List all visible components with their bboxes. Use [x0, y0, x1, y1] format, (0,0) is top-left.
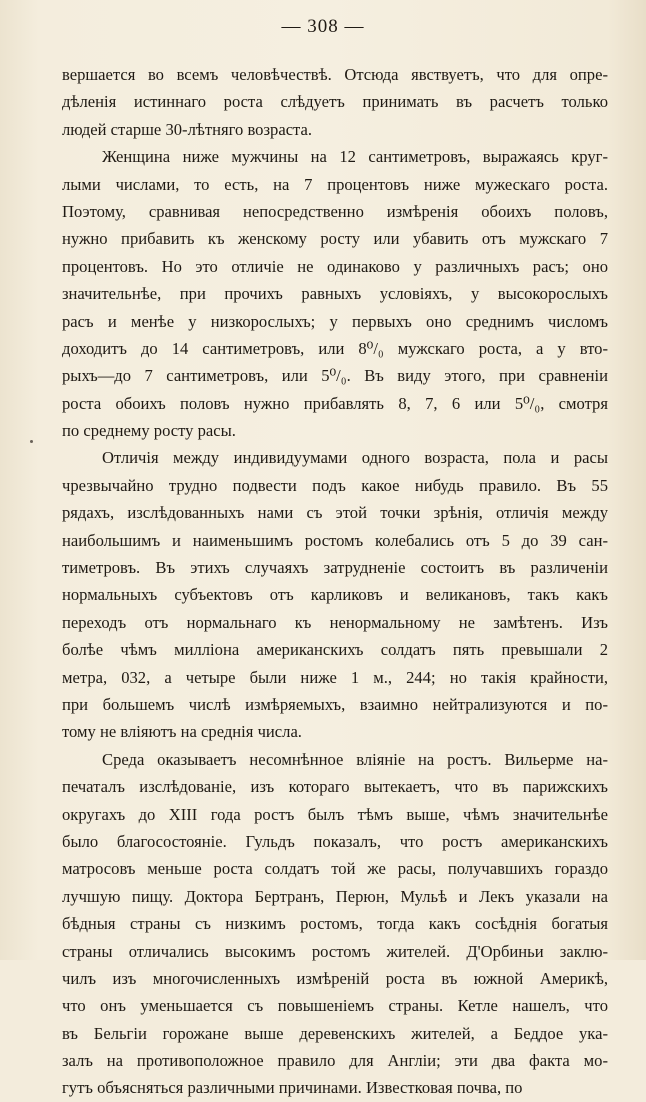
text-line: роста обоихъ половъ нужно прибавлять 8, 7, 6 или 5⁰/₀, смотря: [62, 393, 608, 413]
text-line: переходъ отъ нормальнаго къ ненормальному не замѣтенъ. Изъ: [62, 612, 608, 632]
text-line: чилъ изъ многочисленныхъ измѣреній роста въ южной Америкѣ,: [62, 968, 608, 988]
text-line: Женщина ниже мужчины на 12 сантиметровъ, выражаясь круг-: [102, 147, 608, 167]
text-line: чрезвычайно трудно подвести подъ какое нибудь правило. Въ 55: [62, 475, 608, 495]
text-line: наибольшимъ и наименьшимъ ростомъ колебались отъ 5 до 39 сан-: [62, 530, 608, 550]
text-line: матросовъ меньше роста солдатъ той же расы, получавшихъ гораздо: [62, 859, 608, 879]
text-line: людей старше 30-лѣтняго возраста.: [62, 119, 313, 139]
text-line: бѣдныя страны съ низкимъ ростомъ, тогда какъ сосѣднія богатыя: [62, 914, 608, 934]
text-line: что онъ уменьшается съ повышеніемъ страны. Кетле нашелъ, что: [62, 996, 608, 1016]
text-line: болѣе чѣмъ милліона американскихъ солдатъ пять превышали 2: [62, 640, 608, 660]
text-line: расъ и менѣе у низкорослыхъ; у первыхъ оно среднимъ числомъ: [62, 311, 608, 331]
paragraph: [62, 444, 608, 745]
text-line: процентовъ. Но это отличіе не одинаково у различныхъ расъ; оно: [62, 256, 608, 276]
text-line: печаталъ изслѣдованіе, изъ котораго вытекаетъ, что въ парижскихъ: [62, 777, 608, 797]
margin-mark: [30, 440, 33, 443]
text-line: лыми числами, то есть, на 7 процентовъ ниже мужескаго роста.: [62, 174, 608, 194]
text-line: округахъ до XIII года ростъ былъ тѣмъ выше, чѣмъ значительнѣе: [62, 804, 608, 824]
text-line: тому не вліяютъ на среднія числа.: [62, 722, 302, 742]
text-line: дѣленія истиннаго роста слѣдуетъ принимать въ расчетъ только: [62, 92, 608, 112]
text-line: рыхъ—до 7 сантиметровъ, или 5⁰/₀. Въ виду этого, при сравненіи: [62, 366, 608, 386]
text-line: Среда оказываетъ несомнѣнное вліяніе на ростъ. Вильерме на-: [102, 749, 608, 769]
paragraph: [62, 143, 608, 444]
text-body: [62, 61, 608, 1102]
text-line: при большемъ числѣ измѣряемыхъ, взаимно нейтрализуются и по-: [62, 694, 608, 714]
paragraph: [62, 61, 608, 143]
text-line: Поэтому, сравнивая непосредственно измѣренія обоихъ половъ,: [62, 201, 608, 221]
page-number: — 308 —: [281, 16, 365, 37]
text-line: было благосостояніе. Гульдъ показалъ, что ростъ американскихъ: [62, 831, 608, 851]
text-line: рядахъ, изслѣдованныхъ нами съ этой точки зрѣнія, отличія между: [62, 503, 608, 523]
text-line: лучшую пищу. Доктора Бертранъ, Перюн, Мульѣ и Лекъ указали на: [62, 886, 608, 906]
paragraph: [62, 746, 608, 1102]
text-line: Отличія между индивидуумами одного возраста, пола и расы: [102, 448, 608, 468]
text-line: доходитъ до 14 сантиметровъ, или 8⁰/₀ мужскаго роста, а у вто-: [62, 338, 608, 358]
text-line: въ Бельгіи горожане выше деревенскихъ жителей, а Беддое ука-: [62, 1023, 608, 1043]
text-line: нужно прибавить къ женскому росту или убавить отъ мужскаго 7: [62, 229, 608, 249]
text-line: тиметровъ. Въ этихъ случаяхъ затрудненіе состоитъ въ различеніи: [62, 558, 608, 578]
text-line: по среднему росту расы.: [62, 421, 236, 441]
text-line: значительнѣе, при прочихъ равныхъ условіяхъ, у высокорослыхъ: [62, 284, 608, 304]
text-line: нормальныхъ субъектовъ отъ карликовъ и великановъ, такъ какъ: [62, 585, 608, 605]
text-line: вершается во всемъ человѣчествѣ. Отсюда явствуетъ, что для опре-: [62, 65, 608, 84]
text-line: страны отличались высокимъ ростомъ жителей. Д'Орбиньи заклю-: [62, 941, 608, 961]
text-line: гутъ объясняться различными причинами. Известковая почва, по: [62, 1078, 523, 1098]
text-line: метра, 032, а четыре были ниже 1 м., 244; но такія крайности,: [62, 667, 608, 687]
text-line: залъ на противоположное правило для Англіи; эти два факта мо-: [62, 1051, 608, 1071]
